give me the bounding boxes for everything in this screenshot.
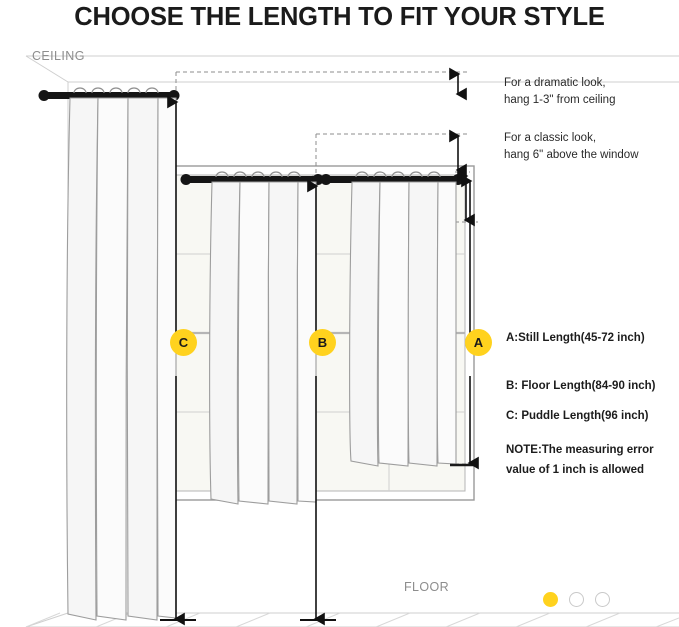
legend-floor-length: B: Floor Length(84-90 inch) <box>506 380 656 392</box>
badge-c: C <box>170 329 197 356</box>
page-title: CHOOSE THE LENGTH TO FIT YOUR STYLE <box>74 3 605 31</box>
carousel-dot-2[interactable] <box>569 592 584 607</box>
curtain-length-diagram <box>0 36 679 627</box>
callout-dramatic-line1: For a dramatic look, <box>504 77 606 89</box>
note-line1: NOTE:The measuring error <box>506 444 654 456</box>
carousel-dot-3[interactable] <box>595 592 610 607</box>
carousel-dot-1[interactable] <box>543 592 558 607</box>
carousel-dots[interactable] <box>543 592 610 607</box>
legend-sill-length: A:Still Length(45-72 inch) <box>506 332 645 344</box>
callout-dramatic-line2: hang 1-3" from ceiling <box>504 94 616 106</box>
ceiling-label: CEILING <box>32 49 85 63</box>
badge-a: A <box>465 329 492 356</box>
floor-label: FLOOR <box>404 580 450 594</box>
badge-b: B <box>309 329 336 356</box>
callout-classic-line1: For a classic look, <box>504 132 597 144</box>
callout-classic-line2: hang 6" above the window <box>504 149 639 161</box>
legend-puddle-length: C: Puddle Length(96 inch) <box>506 410 649 422</box>
note-line2: value of 1 inch is allowed <box>506 464 645 476</box>
